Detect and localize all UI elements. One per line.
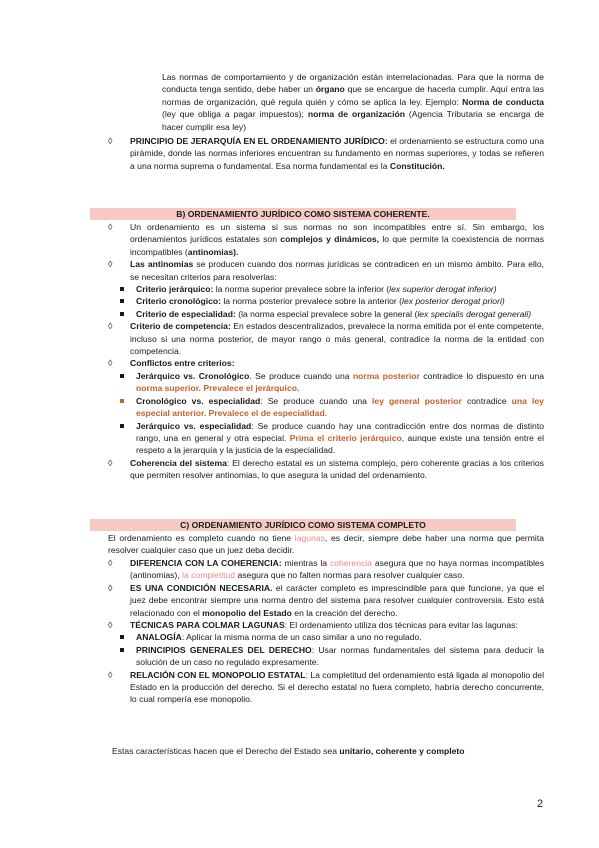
text: se producen cuando dos normas jurídicas se contradicen en un mismo ámbito. Para ello, se necesitan criterios para resolverlas: xyxy=(130,259,545,282)
diamond-bullet-icon: ◊ xyxy=(108,136,113,146)
text-bold: órgano xyxy=(315,84,345,95)
text-bold: Coherencia del sistema xyxy=(130,457,227,468)
text-bold: antinomias). xyxy=(187,246,239,257)
text: : El ordenamiento utiliza dos técnicas para evitar las lagunas: xyxy=(284,620,518,631)
diamond-bullet-icon: ◊ xyxy=(108,321,113,332)
section-b-body xyxy=(108,221,544,482)
text-italic: lex specialis derogat generali) xyxy=(417,308,532,319)
square-bullet-icon xyxy=(120,374,124,378)
list-item xyxy=(108,631,544,643)
text-bold: norma de organización xyxy=(307,109,405,120)
text: Un ordenamiento es un sistema si sus normas no son incompatibles entre sí. Sin embargo, los ordenamientos jurídicos estatales son xyxy=(130,222,544,245)
text: contradice lo dispuesto en una xyxy=(419,370,544,381)
diamond-bullet-icon: ◊ xyxy=(108,259,113,270)
list-item xyxy=(108,420,544,457)
text-pink: la completitud xyxy=(182,570,236,581)
text: Estas características hacen que el Derecho del Estado sea xyxy=(112,746,340,756)
text-italic: lex posterior derogat priori) xyxy=(402,296,505,307)
text: En estados descentralizados, prevalece la norma emitida por el ente competente, incluso si una norma posterior, de mayor rango o más general, contradice la norma de la entidad con competencia. xyxy=(130,321,545,357)
text: mientras la xyxy=(281,558,330,568)
diamond-bullet-icon: ◊ xyxy=(108,582,113,593)
diamond-bullet-icon: ◊ xyxy=(108,620,113,631)
text-orange: una ley especial anterior. Prevalece el de especialidad. xyxy=(136,395,544,419)
text: , aunque existe una tensión entre el respeto a la jerarquía y la justicia de la especialidad. xyxy=(136,432,544,456)
text-orange: Prima el criterio jerárquico xyxy=(289,432,402,443)
text-bold: DIFERENCIA CON LA COHERENCIA: xyxy=(130,558,282,568)
text: : Usar normas fundamentales del sistema para deducir la solución de un caso no regulado expresamente. xyxy=(136,644,544,668)
square-bullet-icon xyxy=(120,635,124,639)
text: el ordenamiento se estructura como una pirámide, donde las normas inferiores encuentran su fundamento en normas superiores, y todas se refieren a una norma suprema o fundamental. Esa norma fundamental es la xyxy=(130,136,544,171)
text: (Agencia Tributaria se encarga de hacer cumplir esa ley) xyxy=(162,109,545,132)
list-item xyxy=(108,669,544,706)
square-bullet-icon xyxy=(120,312,124,316)
section-c-header: C) ORDENAMIENTO JURÍDICO COMO SISTEMA COMPLETO xyxy=(90,519,516,531)
list-item xyxy=(108,457,544,482)
text-bold: Criterio de especialidad: xyxy=(136,308,236,319)
square-bullet-icon xyxy=(120,287,124,291)
text-bold: Cronológico vs. especialidad xyxy=(136,395,261,406)
text-bold: ANALOGÍA xyxy=(136,632,182,643)
text: lo que permite la coexistencia de normas incompatibles ( xyxy=(130,234,545,257)
text: (ley que obliga a pagar impuestos); xyxy=(162,109,308,120)
square-bullet-icon xyxy=(120,299,124,303)
text-bold: PRINCIPIOS GENERALES DEL DERECHO xyxy=(136,644,312,655)
text-pink: lagunas xyxy=(294,533,325,543)
square-bullet-icon xyxy=(120,648,124,652)
closing-sentence xyxy=(112,745,544,757)
text: Las normas de comportamiento y de organización están interrelacionadas. Para que la norma de conducta tenga sentido, debe haber un xyxy=(162,72,544,95)
text-bold: ES UNA CONDICIÓN NECESARIA. xyxy=(130,582,273,593)
diamond-bullet-icon: ◊ xyxy=(108,558,113,568)
page-number: 2 xyxy=(537,798,544,810)
text: la norma posterior prevalece sobre la anterior ( xyxy=(221,296,403,307)
text: . Se produce cuando una xyxy=(249,370,353,381)
list-item xyxy=(108,258,544,283)
text-bold: Criterio cronológico: xyxy=(136,296,221,307)
jerarquia-item xyxy=(108,135,544,172)
text-bold: Constitución. xyxy=(389,160,445,171)
list-item xyxy=(108,370,544,395)
text: el carácter completo es imprescindible para que funcione, ya que el juez debe encontrar siempre una norma dentro del sistema para resolver cualquier controversia. Esto está relacionado con el xyxy=(130,582,545,618)
text-bold: PRINCIPIO DE JERARQUÍA EN EL ORDENAMIENTO JURÍDICO: xyxy=(130,136,388,146)
text-orange: norma posterior xyxy=(352,370,420,381)
text: , es decir, siempre debe haber una norma que permita resolver cualquier caso que un juez deba decidir. xyxy=(108,533,544,556)
text-bold: Norma de conducta xyxy=(462,96,544,107)
section-c-body xyxy=(108,557,544,706)
text: : Se produce cuando una xyxy=(260,395,373,406)
list-item xyxy=(108,619,544,631)
text: asegura que no falten normas para resolver cualquier caso. xyxy=(235,570,465,581)
intro-paragraph xyxy=(162,71,544,133)
diamond-bullet-icon: ◊ xyxy=(108,358,113,369)
text-bold: TÉCNICAS PARA COLMAR LAGUNAS xyxy=(130,620,285,631)
list-item xyxy=(108,283,544,295)
section-c-intro xyxy=(108,532,544,557)
text: en la creación del derecho. xyxy=(291,607,398,618)
list-item xyxy=(108,395,544,420)
text: : Se produce cuando hay una contradicción entre dos normas de distinto rango, una en general y otra especial. xyxy=(136,420,544,443)
text: la norma superior prevalece sobre la inferior ( xyxy=(213,284,390,295)
list-item xyxy=(108,557,544,582)
diamond-bullet-icon: ◊ xyxy=(108,222,113,232)
text-bold: Las antinomias xyxy=(130,259,194,270)
diamond-bullet-icon: ◊ xyxy=(108,669,113,680)
text: contradice xyxy=(461,395,512,406)
list-item xyxy=(108,644,544,669)
text-bold: Criterio de competencia: xyxy=(130,321,231,332)
list-item xyxy=(108,357,544,369)
list-item xyxy=(108,295,544,307)
text-italic: lex superior derogat inferior) xyxy=(389,284,497,295)
text-bold: Criterio jerárquico: xyxy=(136,284,214,295)
text-orange: ley general posterior xyxy=(372,395,462,406)
text-orange: norma superior. Prevalece el jerárquico. xyxy=(136,383,300,394)
section-b-header: B) ORDENAMIENTO JURÍDICO COMO SISTEMA COHERENTE. xyxy=(90,208,516,220)
list-item xyxy=(108,320,544,357)
text-bold: Conflictos entre criterios: xyxy=(130,358,235,369)
list-item xyxy=(108,308,544,320)
text: asegura que no haya normas incompatibles (antinomias), xyxy=(130,558,544,581)
text-bold: Jerárquico vs. Cronológico xyxy=(136,370,250,381)
text: : Aplicar la misma norma de un caso similar a uno no regulado. xyxy=(181,632,422,643)
text-bold: unitario, coherente y completo xyxy=(339,746,465,756)
text-bold: RELACIÓN CON EL MONOPOLIO ESTATAL xyxy=(130,669,306,680)
list-item xyxy=(108,582,544,619)
text-bold: monopolio del Estado xyxy=(202,607,292,618)
text: : El derecho estatal es un sistema complejo, pero coherente gracias a los criterios que permiten resolver antinomias, lo que asegura la unidad del ordenamiento. xyxy=(130,457,544,481)
list-item xyxy=(108,221,544,258)
text-pink: coherencia xyxy=(329,558,372,568)
text: que se encargue de hacerla cumplir. Aquí entra las normas de organización, qué regula quién y cómo se aplica la ley. Ejemplo: xyxy=(162,84,544,107)
text: : La completitud del ordenamiento está ligada al monopolio del Estado en la producción del derecho. Si el derecho estatal no fuera completo, habría derecho concurrente, lo cual rompería ese monopolio. xyxy=(130,669,544,705)
text-bold: Jerárquico vs. especialidad xyxy=(136,420,252,431)
square-bullet-icon xyxy=(120,399,124,403)
text: El ordenamiento es completo cuando no tiene xyxy=(108,533,295,543)
text: (la norma especial prevalece sobre la general ( xyxy=(235,308,418,319)
text-bold: complejos y dinámicos, xyxy=(280,234,380,245)
diamond-bullet-icon: ◊ xyxy=(108,457,113,468)
square-bullet-icon xyxy=(120,424,124,428)
